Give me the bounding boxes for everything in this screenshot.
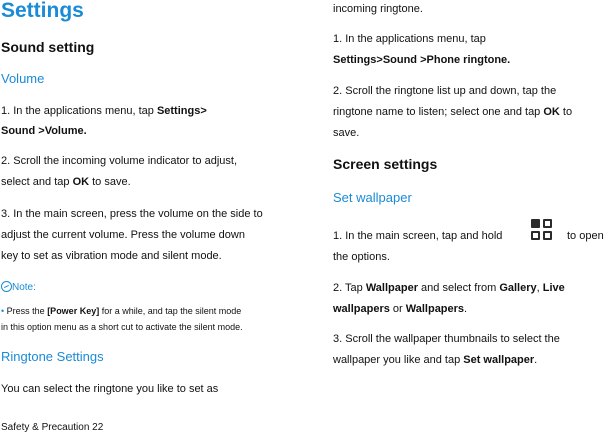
wallpaper-step3-line2 <box>333 355 537 366</box>
volume-step3-line2: adjust the current volume. Press the volume down <box>1 229 245 241</box>
note-text-a: Press the <box>4 306 48 316</box>
wallpaper-step2-live: Live <box>542 282 565 294</box>
page-title: Settings <box>1 0 84 22</box>
wallpaper-step3-set-wallpaper: Set wallpaper <box>463 354 535 366</box>
wallpaper-step1-line1: 1. In the main screen, tap and hold <box>333 230 503 242</box>
wallpaper-step1-line2: the options. <box>333 251 390 263</box>
volume-step2-line1: 2. Scroll the incoming volume indicator to adjust, <box>1 155 238 167</box>
note-icon <box>1 281 12 292</box>
volume-step2-ok: OK <box>72 176 90 188</box>
ringtone-step2-text: ringtone name to listen; select one and tap <box>333 106 544 118</box>
apps-grid-icon <box>531 219 555 243</box>
page-footer: Safety & Precaution 22 <box>1 422 104 433</box>
volume-step1-line1 <box>1 106 207 117</box>
screen-settings-heading: Screen settings <box>333 156 438 172</box>
ringtone-step2-line3: save. <box>333 127 360 139</box>
volume-step1-bold: Settings> <box>156 105 207 117</box>
apps-grid-cell <box>543 231 552 240</box>
apps-grid-cell <box>531 231 540 240</box>
apps-grid-cell <box>531 219 540 228</box>
wallpaper-step2-gallery: Gallery <box>499 282 537 294</box>
volume-step1-text: 1. In the applications menu, tap <box>1 105 157 117</box>
volume-step2-line2 <box>1 177 131 188</box>
wallpaper-step2-or: or <box>389 303 406 315</box>
wallpaper-step2-wallpaper: Wallpaper <box>365 282 418 294</box>
wallpaper-step2-tap: 2. Tap <box>333 282 366 294</box>
wallpaper-step2-wallpapers: Wallpapers <box>405 303 465 315</box>
ringtone-step2-ok: OK <box>543 106 560 118</box>
volume-heading: Volume <box>1 71 45 86</box>
note-line2: in this option menu as a short cut to activate the silent mode. <box>1 322 243 332</box>
note-line1 <box>1 307 241 316</box>
wallpaper-step2-line1 <box>333 283 565 294</box>
ringtone-intro-line2: incoming ringtone. <box>333 3 423 15</box>
wallpaper-step2-live-wallpapers: wallpapers <box>333 303 390 315</box>
volume-step1-line2: Sound >Volume. <box>1 125 87 137</box>
wallpaper-step2-period: . <box>464 303 468 315</box>
volume-step3-line1: 3. In the main screen, press the volume on the side to <box>1 208 263 220</box>
wallpaper-step2-line2 <box>333 304 467 315</box>
volume-step3-line3: key to set as vibration mode and silent mode. <box>1 250 222 262</box>
volume-step2-text: select and tap <box>1 176 73 188</box>
wallpaper-step2-comma: , <box>536 282 543 294</box>
ringtone-step1-line1: 1. In the applications menu, tap <box>333 33 486 45</box>
apps-grid-cell <box>543 219 552 228</box>
set-wallpaper-heading: Set wallpaper <box>333 190 412 205</box>
wallpaper-step3-period: . <box>534 354 538 366</box>
note-row <box>1 281 36 293</box>
note-power-key: [Power Key] <box>47 306 100 316</box>
wallpaper-step1-open: to open <box>567 230 604 242</box>
ringtone-heading: Ringtone Settings <box>1 349 104 364</box>
wallpaper-step2-select: and select from <box>418 282 500 294</box>
note-text-c: for a while, and tap the silent mode <box>99 306 242 316</box>
sound-setting-heading: Sound setting <box>1 39 95 55</box>
wallpaper-step3-line1: 3. Scroll the wallpaper thumbnails to select the <box>333 333 560 345</box>
ringtone-intro-line1: You can select the ringtone you like to set as <box>1 383 219 395</box>
ringtone-step2-to: to <box>559 106 573 118</box>
note-label: Note: <box>12 282 36 293</box>
note-bullet: • <box>1 306 5 316</box>
ringtone-step2-line2 <box>333 107 572 118</box>
ringtone-step1-line2: Settings>Sound >Phone ringtone. <box>333 54 511 66</box>
ringtone-step2-line1: 2. Scroll the ringtone list up and down, tap the <box>333 85 557 97</box>
volume-step2-tail: to save. <box>89 176 131 188</box>
wallpaper-step3-text: wallpaper you like and tap <box>333 354 464 366</box>
